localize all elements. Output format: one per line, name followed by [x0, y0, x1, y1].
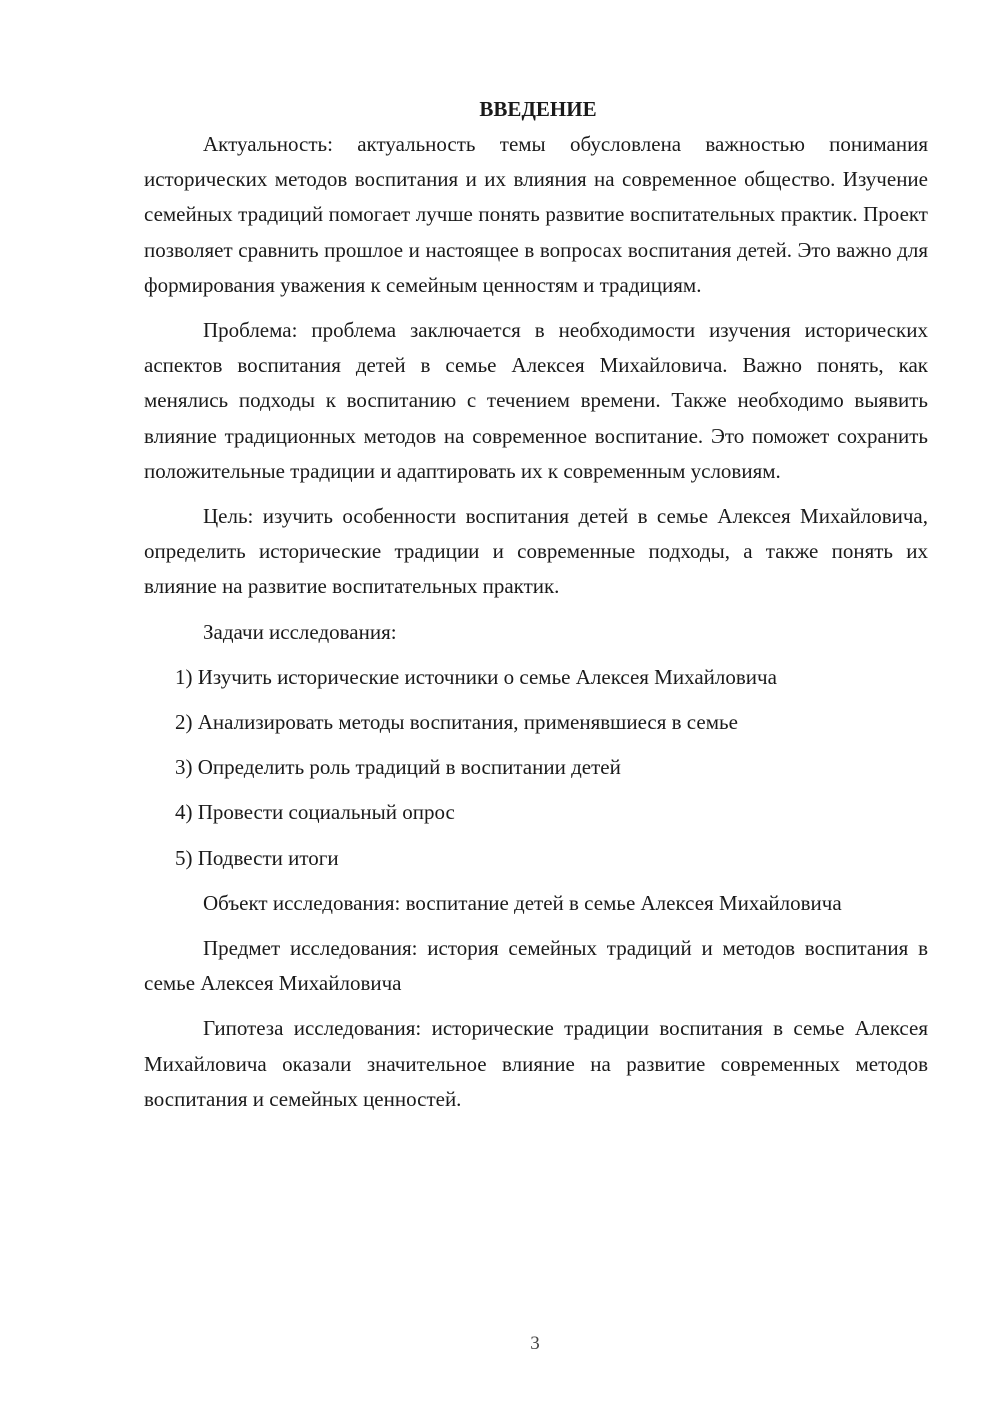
hypothesis-paragraph: Гипотеза исследования: исторические традиции воспитания в семье Алексея Михайловича оказали значительное влияние на развитие современных методов воспитания и семейных ценностей.: [144, 1016, 928, 1111]
problem-paragraph: Проблема: проблема заключается в необходимости изучения исторических аспектов воспитания детей в семье Алексея Михайловича. Важно понять, как менялись подходы к воспитанию с течением времени. Также необходимо выявить влияние традиционных методов на современное воспитание. Это поможет сохранить положительные традиции и адаптировать их к современным условиям.: [144, 318, 928, 483]
object-paragraph: Объект исследования: воспитание детей в семье Алексея Михайловича: [203, 890, 842, 915]
list-item: 4) Провести социальный опрос: [175, 800, 455, 825]
list-item: 2) Анализировать методы воспитания, применявшиеся в семье: [175, 710, 738, 735]
subject-paragraph: Предмет исследования: история семейных традиций и методов воспитания в семье Алексея Михайловича: [144, 936, 928, 996]
tasks-list: [144, 660, 928, 876]
tasks-heading: Задачи исследования:: [203, 619, 397, 644]
list-item: 5) Подвести итоги: [175, 845, 339, 870]
document-page: [144, 92, 928, 1127]
section-title: ВВЕДЕНИЕ: [479, 97, 597, 121]
goal-paragraph: Цель: изучить особенности воспитания детей в семье Алексея Михайловича, определить исторические традиции и современные подходы, а также понять их влияние на развитие воспитательных практик.: [144, 504, 928, 599]
page-number: 3: [530, 1333, 540, 1354]
list-item: 1) Изучить исторические источники о семье Алексея Михайловича: [175, 664, 777, 689]
relevance-paragraph: Актуальность: актуальность темы обусловлена важностью понимания исторических методов воспитания и их влияния на современное общество. Изучение семейных традиций помогает лучше понять развитие воспитательных практик. Проект позволяет сравнить прошлое и настоящее в вопросах воспитания детей. Это важно для формирования уважения к семейным ценностям и традициям.: [144, 132, 928, 297]
list-item: 3) Определить роль традиций в воспитании детей: [175, 755, 621, 780]
